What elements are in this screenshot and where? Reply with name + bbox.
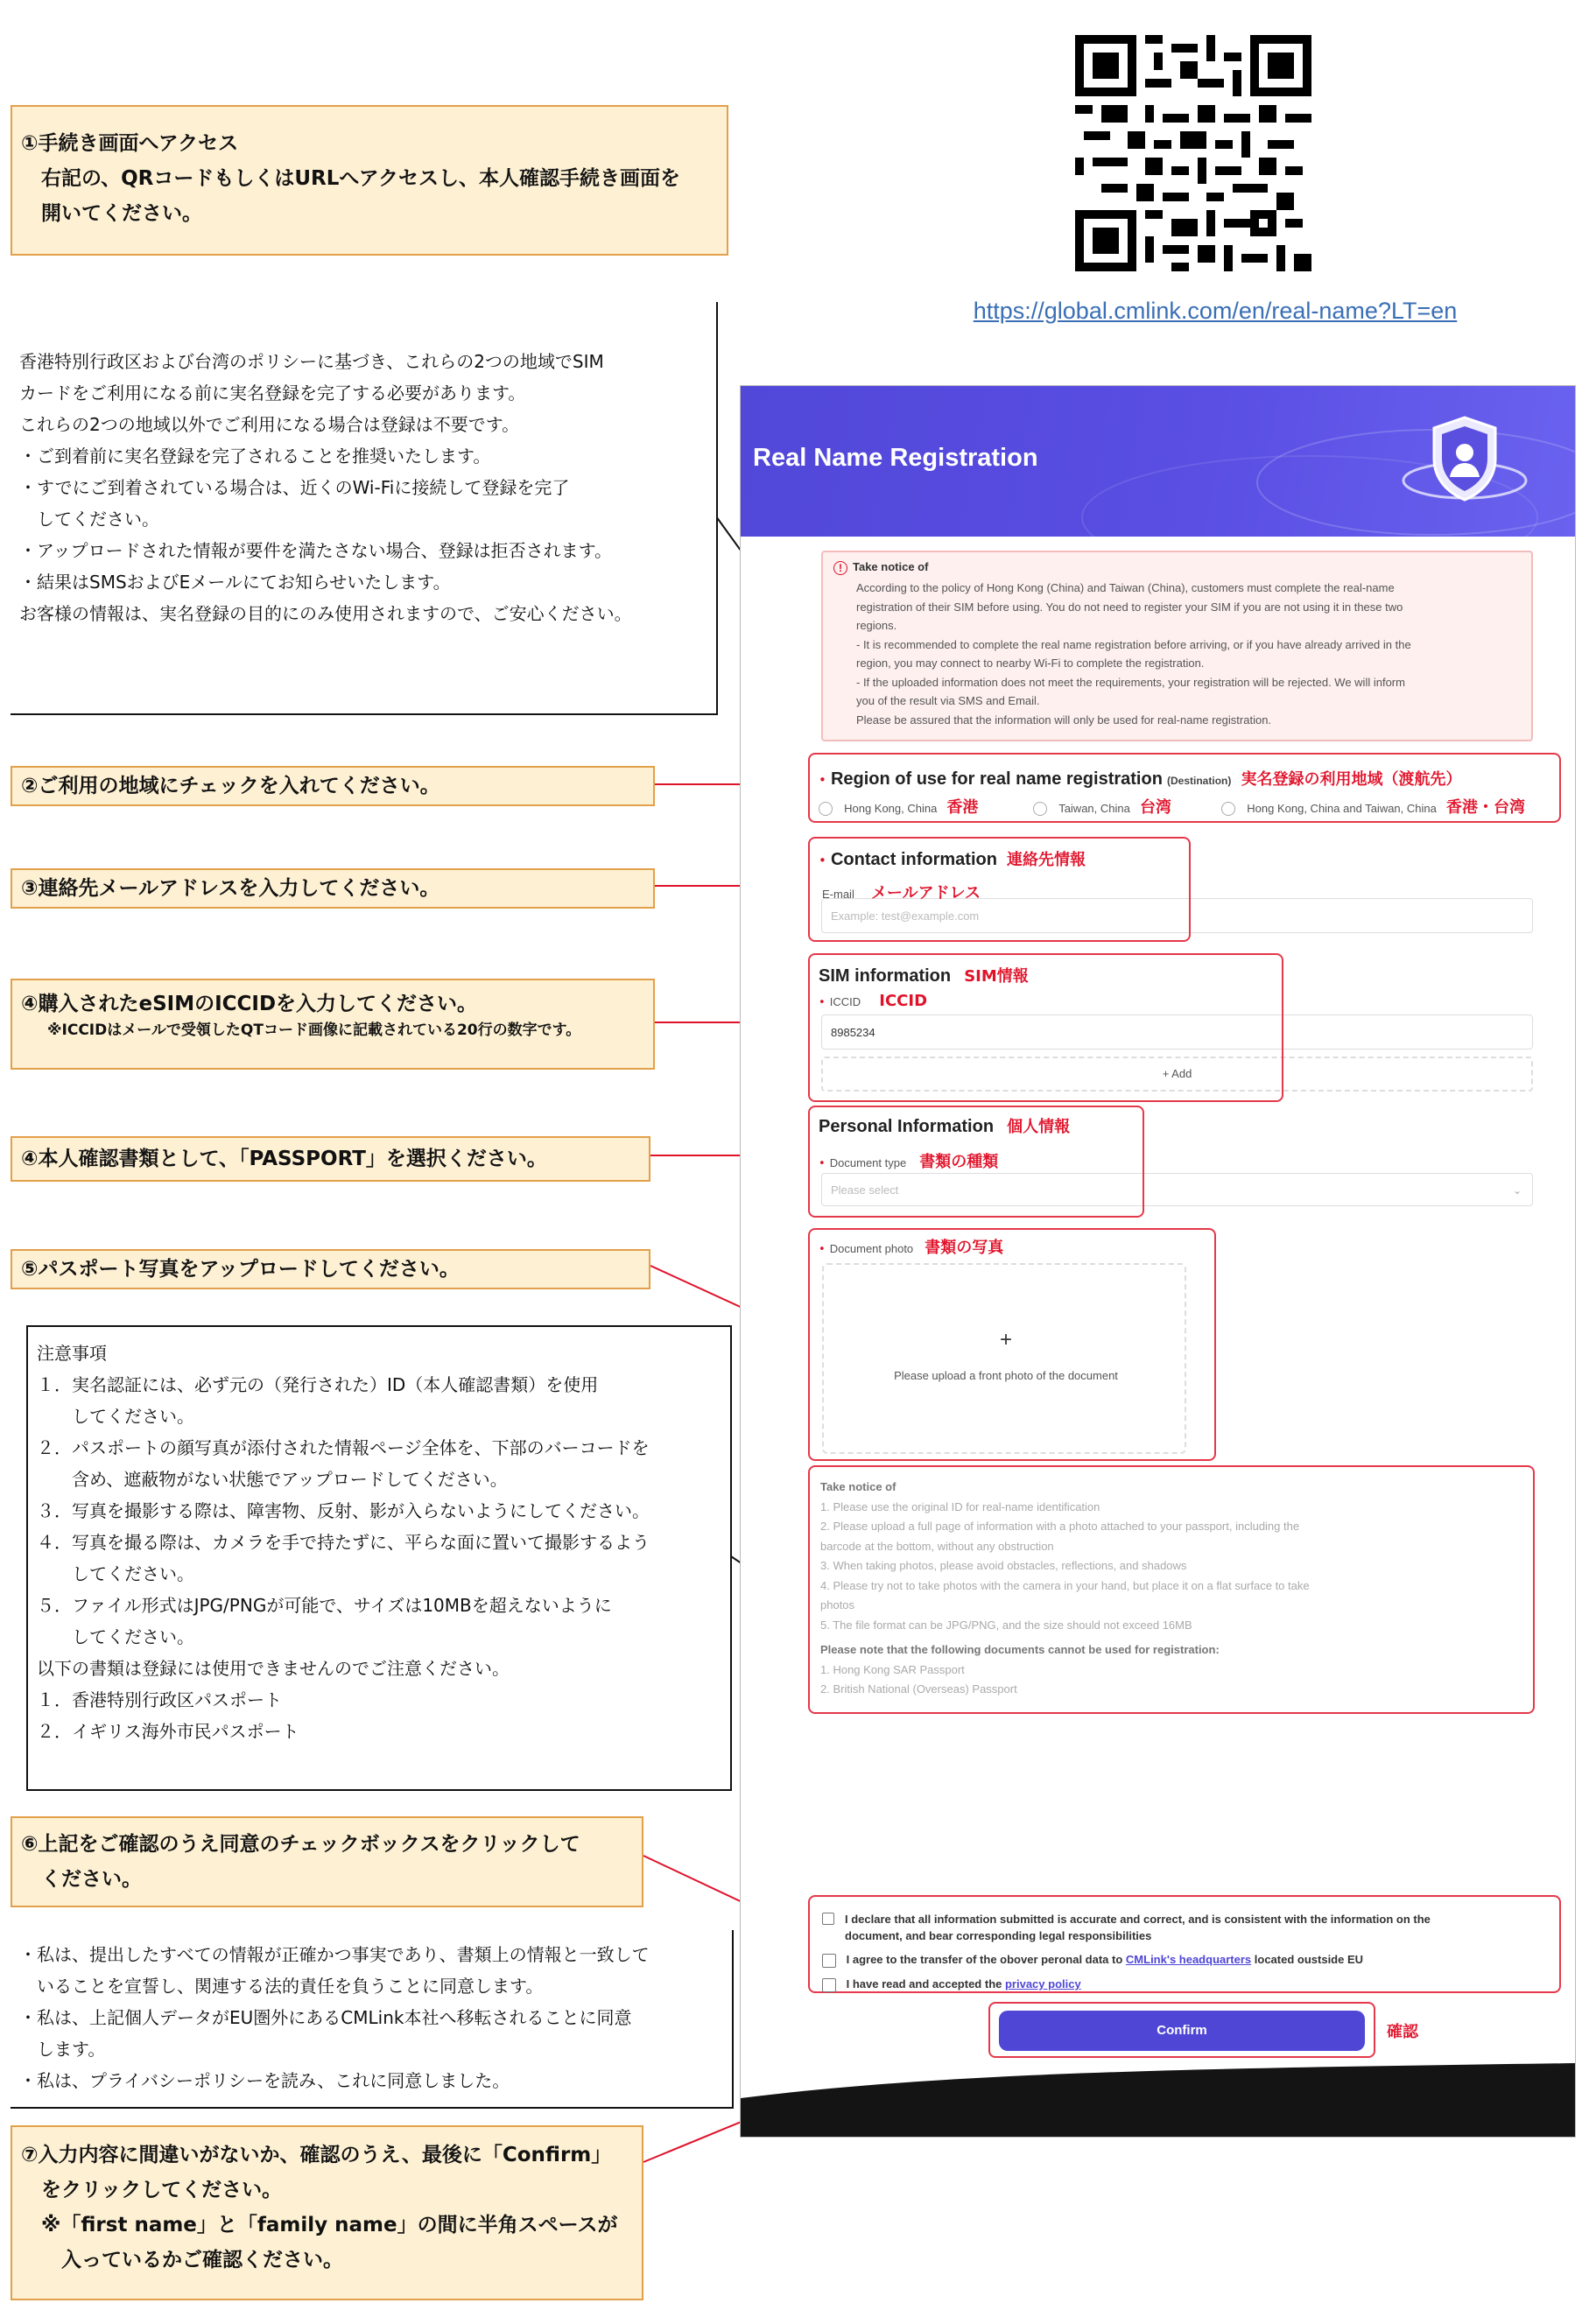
notice-2-line: 5. The file format can be JPG/PNG, and the size should not exceed 16MB	[820, 1618, 1192, 1632]
step-4-iccid-box	[11, 979, 655, 1070]
notice-2-list: 1. Hong Kong SAR Passport	[820, 1662, 965, 1676]
notice-title: Take notice of	[853, 560, 929, 573]
consent-section	[808, 1895, 1561, 1993]
step-4-iccid-text: ④購入されたeSIMのICCIDを入力してください。	[21, 993, 478, 1015]
region-options	[819, 795, 1554, 818]
info-line: カードをご利用になる前に実名登録を完了する必要があります。	[19, 383, 526, 404]
sim-heading	[819, 964, 1029, 986]
caution-line: してください。	[37, 1406, 194, 1427]
notice-2-sub: Please note that the following documents cannot be used for registration:	[820, 1643, 1220, 1656]
consent-checkbox-2[interactable]	[822, 1954, 836, 1968]
step-7-line: ⑦入力内容に間違いがないか、確認のうえ、最後に「Confirm」	[21, 2144, 612, 2166]
region-option-jp: 香港・台湾	[1445, 798, 1525, 817]
notice-2-line: 3. When taking photos, please avoid obstacles, reflections, and shadows	[820, 1559, 1187, 1572]
notice-2-section	[808, 1465, 1535, 1714]
caution-line: ３．写真を撮影する際は、障害物、反射、影が入らないようにしてください。	[37, 1500, 650, 1521]
footer-band	[741, 2063, 1576, 2138]
shield-user-icon	[1399, 411, 1530, 514]
consent-jp-line: します。	[19, 2039, 106, 2060]
contact-section	[808, 837, 1191, 942]
caution-line: 含め、遮蔽物がない状態でアップロードしてください。	[37, 1469, 508, 1490]
confirm-highlight	[988, 2002, 1375, 2058]
step-6-line: ⑥上記をご確認のうえ同意のチェックボックスをクリックして	[21, 1833, 580, 1856]
notice-line: regions.	[856, 619, 897, 632]
caution-line: ２．パスポートの顔写真が添付された情報ページ全体を、下部のバーコードを	[37, 1437, 650, 1458]
consent-row-3[interactable]	[822, 1977, 1081, 1992]
sim-jp: SIM情報	[964, 967, 1029, 986]
caution-line: してください。	[37, 1563, 194, 1584]
radio-hk[interactable]	[819, 802, 833, 816]
step-1-line: 開いてください。	[21, 202, 202, 225]
consent-row-2[interactable]	[822, 1953, 1363, 1968]
confirm-button[interactable]: Confirm	[999, 2011, 1365, 2051]
info-icon: !	[833, 561, 847, 575]
consent-jp-box	[11, 1930, 734, 2109]
headquarters-link[interactable]: CMLink's headquarters	[1125, 1953, 1252, 1966]
notice-line: you of the result via SMS and Email.	[856, 694, 1040, 707]
caution-line: ５．ファイル形式はJPG/PNGが可能で、サイズは10MBを超えないように	[37, 1595, 612, 1616]
region-jp: 実名登録の利用地域（渡航先）	[1241, 770, 1462, 789]
notice-line: - It is recommended to complete the real name registration before arriving, or if you have already arrived in the	[856, 637, 1411, 651]
caution-line: １．香港特別行政区パスポート	[37, 1689, 282, 1710]
region-option-hk[interactable]	[819, 795, 1029, 818]
doc-photo-jp: 書類の写真	[925, 1239, 1004, 1257]
doc-photo-heading	[819, 1235, 1003, 1258]
email-jp: メールアドレス	[870, 884, 981, 902]
upload-plus-icon: +	[999, 1328, 1012, 1352]
iccid-label-row	[819, 992, 927, 1010]
upload-hint: Please upload a front photo of the document	[894, 1369, 1118, 1382]
document-photo-section	[808, 1228, 1216, 1461]
consent-checkbox-1[interactable]	[822, 1913, 834, 1925]
notice-2-line: photos	[820, 1598, 855, 1611]
registration-form	[740, 385, 1576, 2138]
upload-text	[824, 1366, 1188, 1383]
region-option-tw[interactable]	[1033, 795, 1217, 818]
consent-jp-line: ・私は、提出したすべての情報が正確かつ事実であり、書類上の情報と一致して	[19, 1944, 650, 1965]
region-option-label: Hong Kong, China	[844, 802, 938, 815]
region-option-label: Hong Kong, China and Taiwan, China	[1247, 802, 1437, 815]
notice-2-line: 1. Please use the original ID for real-name identification	[820, 1499, 1100, 1513]
email-input[interactable]: Example: test@example.com	[821, 898, 1533, 933]
step-1-line: ①手続き画面へアクセス	[21, 132, 239, 155]
consent-jp-line: ・私は、上記個人データがEU圏外にあるCMLink本社へ移転されることに同意	[19, 2007, 632, 2028]
step-6-box	[11, 1816, 643, 1907]
info-line: ・すでにご到着されている場合は、近くのWi-Fiに接続して登録を完了	[19, 477, 570, 498]
notice-2-line: 4. Please try not to take photos with the camera in your hand, but place it on a flat surface to take	[820, 1578, 1310, 1592]
sim-section	[808, 953, 1283, 1102]
notice-panel	[821, 551, 1533, 741]
registration-url-link[interactable]: https://global.cmlink.com/en/real-name?LT=en	[973, 298, 1458, 324]
required-mark: •	[819, 1157, 826, 1170]
email-label: E-mail	[822, 888, 854, 901]
form-title: Real Name Registration	[753, 444, 1038, 472]
consent-text-1	[845, 1911, 1545, 1944]
upload-area[interactable]	[822, 1263, 1186, 1454]
info-line: これらの2つの地域以外でご利用になる場合は登録は不要です。	[19, 414, 520, 435]
step-1-line: 右記の、QRコードもしくはURLへアクセスし、本人確認手続き画面を	[21, 167, 681, 190]
personal-section	[808, 1106, 1144, 1218]
required-mark: •	[819, 853, 826, 868]
step-2-box	[11, 766, 655, 806]
region-section	[808, 753, 1561, 823]
consent-jp-line: ・私は、プライバシーポリシーを読み、これに同意しました。	[19, 2070, 510, 2091]
caution-line: 以下の書類は登録には使用できませんのでご注意ください。	[37, 1658, 510, 1679]
notice-2-list: 2. British National (Overseas) Passport	[820, 1682, 1017, 1696]
required-mark: •	[819, 1243, 826, 1256]
caution-line: してください。	[37, 1626, 194, 1647]
iccid-input[interactable]: 8985234	[821, 1015, 1533, 1050]
region-label: Region of use for real name registration	[830, 769, 1163, 789]
step-5-box	[11, 1249, 650, 1289]
contact-jp: 連絡先情報	[1007, 851, 1086, 869]
required-mark: •	[819, 772, 826, 788]
notice-line: - If the uploaded information does not meet the requirements, your registration will be rejected. We will inform	[856, 675, 1405, 689]
doc-type-label: Document type	[829, 1156, 907, 1169]
info-line: お客様の情報は、実名登録の目的にのみ使用されますので、ご安心ください。	[19, 603, 632, 624]
step-4-passport-box	[11, 1136, 650, 1182]
required-mark: •	[819, 996, 826, 1009]
privacy-policy-link[interactable]: privacy policy	[1004, 1977, 1081, 1990]
notice-2-line: barcode at the bottom, without any obstruction	[820, 1539, 1054, 1553]
personal-jp: 個人情報	[1007, 1118, 1071, 1136]
caution-line: 注意事項	[37, 1343, 107, 1364]
qr-code-icon[interactable]	[1075, 35, 1311, 271]
step-7-line: をクリックしてください。	[21, 2179, 283, 2201]
sim-label: SIM information	[819, 966, 952, 986]
iccid-jp: ICCID	[879, 992, 928, 1010]
radio-both[interactable]	[1221, 802, 1235, 816]
caution-line: ４．写真を撮る際は、カメラを手で持たずに、平らな面に置いて撮影するよう	[37, 1532, 650, 1553]
step-3-box	[11, 868, 655, 909]
consent-1b: document, and bear corresponding legal responsibilities	[845, 1929, 1152, 1942]
step-7-line: ※「first name」と「family name」の間に半角スペースが	[21, 2214, 618, 2236]
notice-line: According to the policy of Hong Kong (China) and Taiwan (China), customers must complete the real-name	[856, 581, 1395, 594]
consent-checkbox-3[interactable]	[822, 1978, 836, 1992]
region-option-jp: 香港	[946, 798, 979, 817]
info-line: してください。	[19, 509, 159, 530]
form-banner	[741, 386, 1576, 537]
iccid-label: ICCID	[829, 995, 861, 1008]
region-dest: (Destination)	[1167, 775, 1232, 787]
add-sim-button[interactable]: + Add	[821, 1057, 1533, 1092]
consent-3-pre: I have read and accepted the	[846, 1977, 1005, 1990]
info-line: ・ご到着前に実名登録を完了されることを推奨いたします。	[19, 446, 491, 467]
contact-label: Contact information	[830, 850, 997, 869]
confirm-jp: 確認	[1387, 2023, 1418, 2041]
step-7-box	[11, 2125, 643, 2300]
info-line: ・アップロードされた情報が要件を満たさない場合、登録は拒否されます。	[19, 540, 612, 561]
step-2-text: ②ご利用の地域にチェックを入れてください。	[21, 775, 440, 797]
chevron-down-icon: ⌄	[1512, 1184, 1522, 1197]
caution-line: ２．イギリス海外市民パスポート	[37, 1721, 299, 1742]
email-label-row	[822, 881, 981, 903]
notice-line: Please be assured that the information will only be used for real-name registration.	[856, 713, 1272, 727]
step-7-line: 入っているかご確認ください。	[21, 2249, 343, 2271]
step-1-box	[11, 105, 728, 256]
region-option-jp: 台湾	[1139, 798, 1171, 817]
info-line: 香港特別行政区および台湾のポリシーに基づき、これらの2つの地域でSIM	[19, 351, 604, 372]
iccid-note: ※ICCIDはメールで受領したQTコード画像に記載されている20行の数字です。	[47, 1022, 581, 1039]
consent-jp-line: いることを宣誓し、関連する法的責任を負うことに同意します。	[19, 1976, 544, 1997]
contact-heading	[819, 847, 1086, 870]
step-3-text: ③連絡先メールアドレスを入力してください。	[21, 877, 440, 900]
info-line: ・結果はSMSおよびEメールにてお知らせいたします。	[19, 572, 451, 593]
notice-line: region, you may connect to nearby Wi-Fi to complete the registration.	[856, 656, 1205, 670]
step-6-line: ください。	[21, 1868, 142, 1891]
region-option-both[interactable]	[1221, 795, 1525, 818]
step-5-text: ⑤パスポート写真をアップロードしてください。	[21, 1258, 460, 1281]
policy-info-box	[11, 302, 718, 715]
consent-2-pre: I agree to the transfer of the obover peronal data to	[846, 1953, 1126, 1966]
notice-2-body	[820, 1478, 1521, 1700]
doc-photo-label: Document photo	[829, 1242, 914, 1255]
consent-2-post: located oustside EU	[1251, 1953, 1364, 1966]
notice-body	[856, 579, 1530, 729]
caution-line: １．実名認証には、必ず元の（発行された）ID（本人確認書類）を使用	[37, 1374, 599, 1395]
caution-notes-box	[26, 1325, 732, 1791]
doc-type-label-row	[819, 1149, 998, 1172]
consent-1a: I declare that all information submitted is accurate and correct, and is consistent with the information on the	[845, 1913, 1431, 1926]
region-heading	[819, 767, 1461, 790]
doc-type-jp: 書類の種類	[919, 1153, 999, 1171]
notice-2-line: 2. Please upload a full page of information with a photo attached to your passport, including the	[820, 1520, 1300, 1533]
notice-2-title: Take notice of	[820, 1480, 896, 1493]
notice-line: registration of their SIM before using. You do not need to register your SIM if you are not using it in these two	[856, 600, 1403, 614]
personal-heading	[819, 1114, 1070, 1137]
step-4-passport-text: ④本人確認書類として、「PASSPORT」を選択ください。	[21, 1148, 547, 1170]
personal-label: Personal Information	[819, 1117, 995, 1136]
radio-tw[interactable]	[1033, 802, 1047, 816]
document-type-placeholder: Please select	[831, 1183, 899, 1197]
region-option-label: Taiwan, China	[1058, 802, 1130, 815]
